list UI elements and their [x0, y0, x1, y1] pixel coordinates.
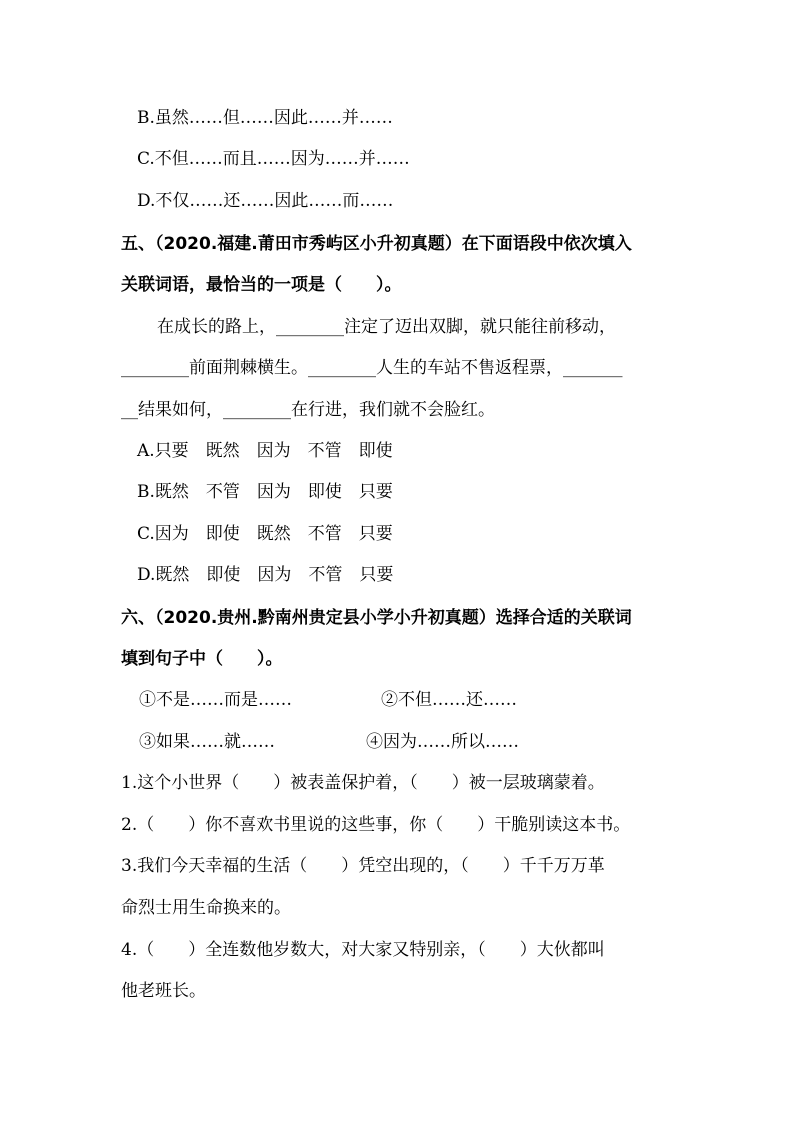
- q6-title-line2: 填到句子中（ ）。: [121, 649, 283, 669]
- q5-passage-line2: ________前面荆棘横生。________人生的车站不售返程票，_______: [121, 358, 623, 378]
- q5-passage-line3: __结果如何，________在行进，我们就不会脸红。: [121, 400, 495, 420]
- q5-passage-line1: 在成长的路上，________注定了迈出双脚，就只能往前移动，: [157, 317, 616, 337]
- q5-option-c: C.因为 即使 既然 不管 只要: [137, 524, 393, 544]
- q4-option-c: C.不但……而且……因为……并……: [137, 149, 410, 169]
- q4-option-d: D.不仅……还……因此……而……: [137, 191, 394, 211]
- q6-choice-2: ②不但……还……: [381, 690, 517, 710]
- q5-option-b: B.既然 不管 因为 即使 只要: [137, 482, 393, 502]
- q5-title-line2: 关联词语，最恰当的一项是（ ）。: [121, 275, 402, 295]
- q6-sentence-4-cont: 他老班长。: [121, 981, 206, 1001]
- q6-choice-3: ③如果……就……: [139, 732, 275, 752]
- q6-title-line1: 六、（2020.贵州.黔南州贵定县小学小升初真题）选择合适的关联词: [121, 608, 632, 628]
- q6-sentence-4: 4.（ ）全连数他岁数大，对大家又特别亲，（ ）大伙都叫: [121, 940, 605, 960]
- q5-option-d: D.既然 即使 因为 不管 只要: [137, 565, 394, 585]
- q6-sentence-1: 1.这个小世界（ ）被表盖保护着，（ ）被一层玻璃蒙着。: [121, 773, 605, 793]
- q6-sentence-3-cont: 命烈士用生命换来的。: [121, 898, 291, 918]
- q5-title-line1: 五、（2020.福建.莆田市秀屿区小升初真题）在下面语段中依次填入: [121, 234, 632, 254]
- q6-sentence-2: 2.（ ）你不喜欢书里说的这些事，你（ ）干脆别读这本书。: [121, 815, 631, 835]
- q6-choice-4: ④因为……所以……: [366, 732, 519, 752]
- q5-option-a: A.只要 既然 因为 不管 即使: [137, 441, 393, 461]
- q4-option-b: B.虽然……但……因此……并……: [137, 108, 393, 128]
- q6-choice-1: ①不是……而是……: [139, 690, 292, 710]
- q6-sentence-3: 3.我们今天幸福的生活（ ）凭空出现的，（ ）千千万万革: [121, 856, 605, 876]
